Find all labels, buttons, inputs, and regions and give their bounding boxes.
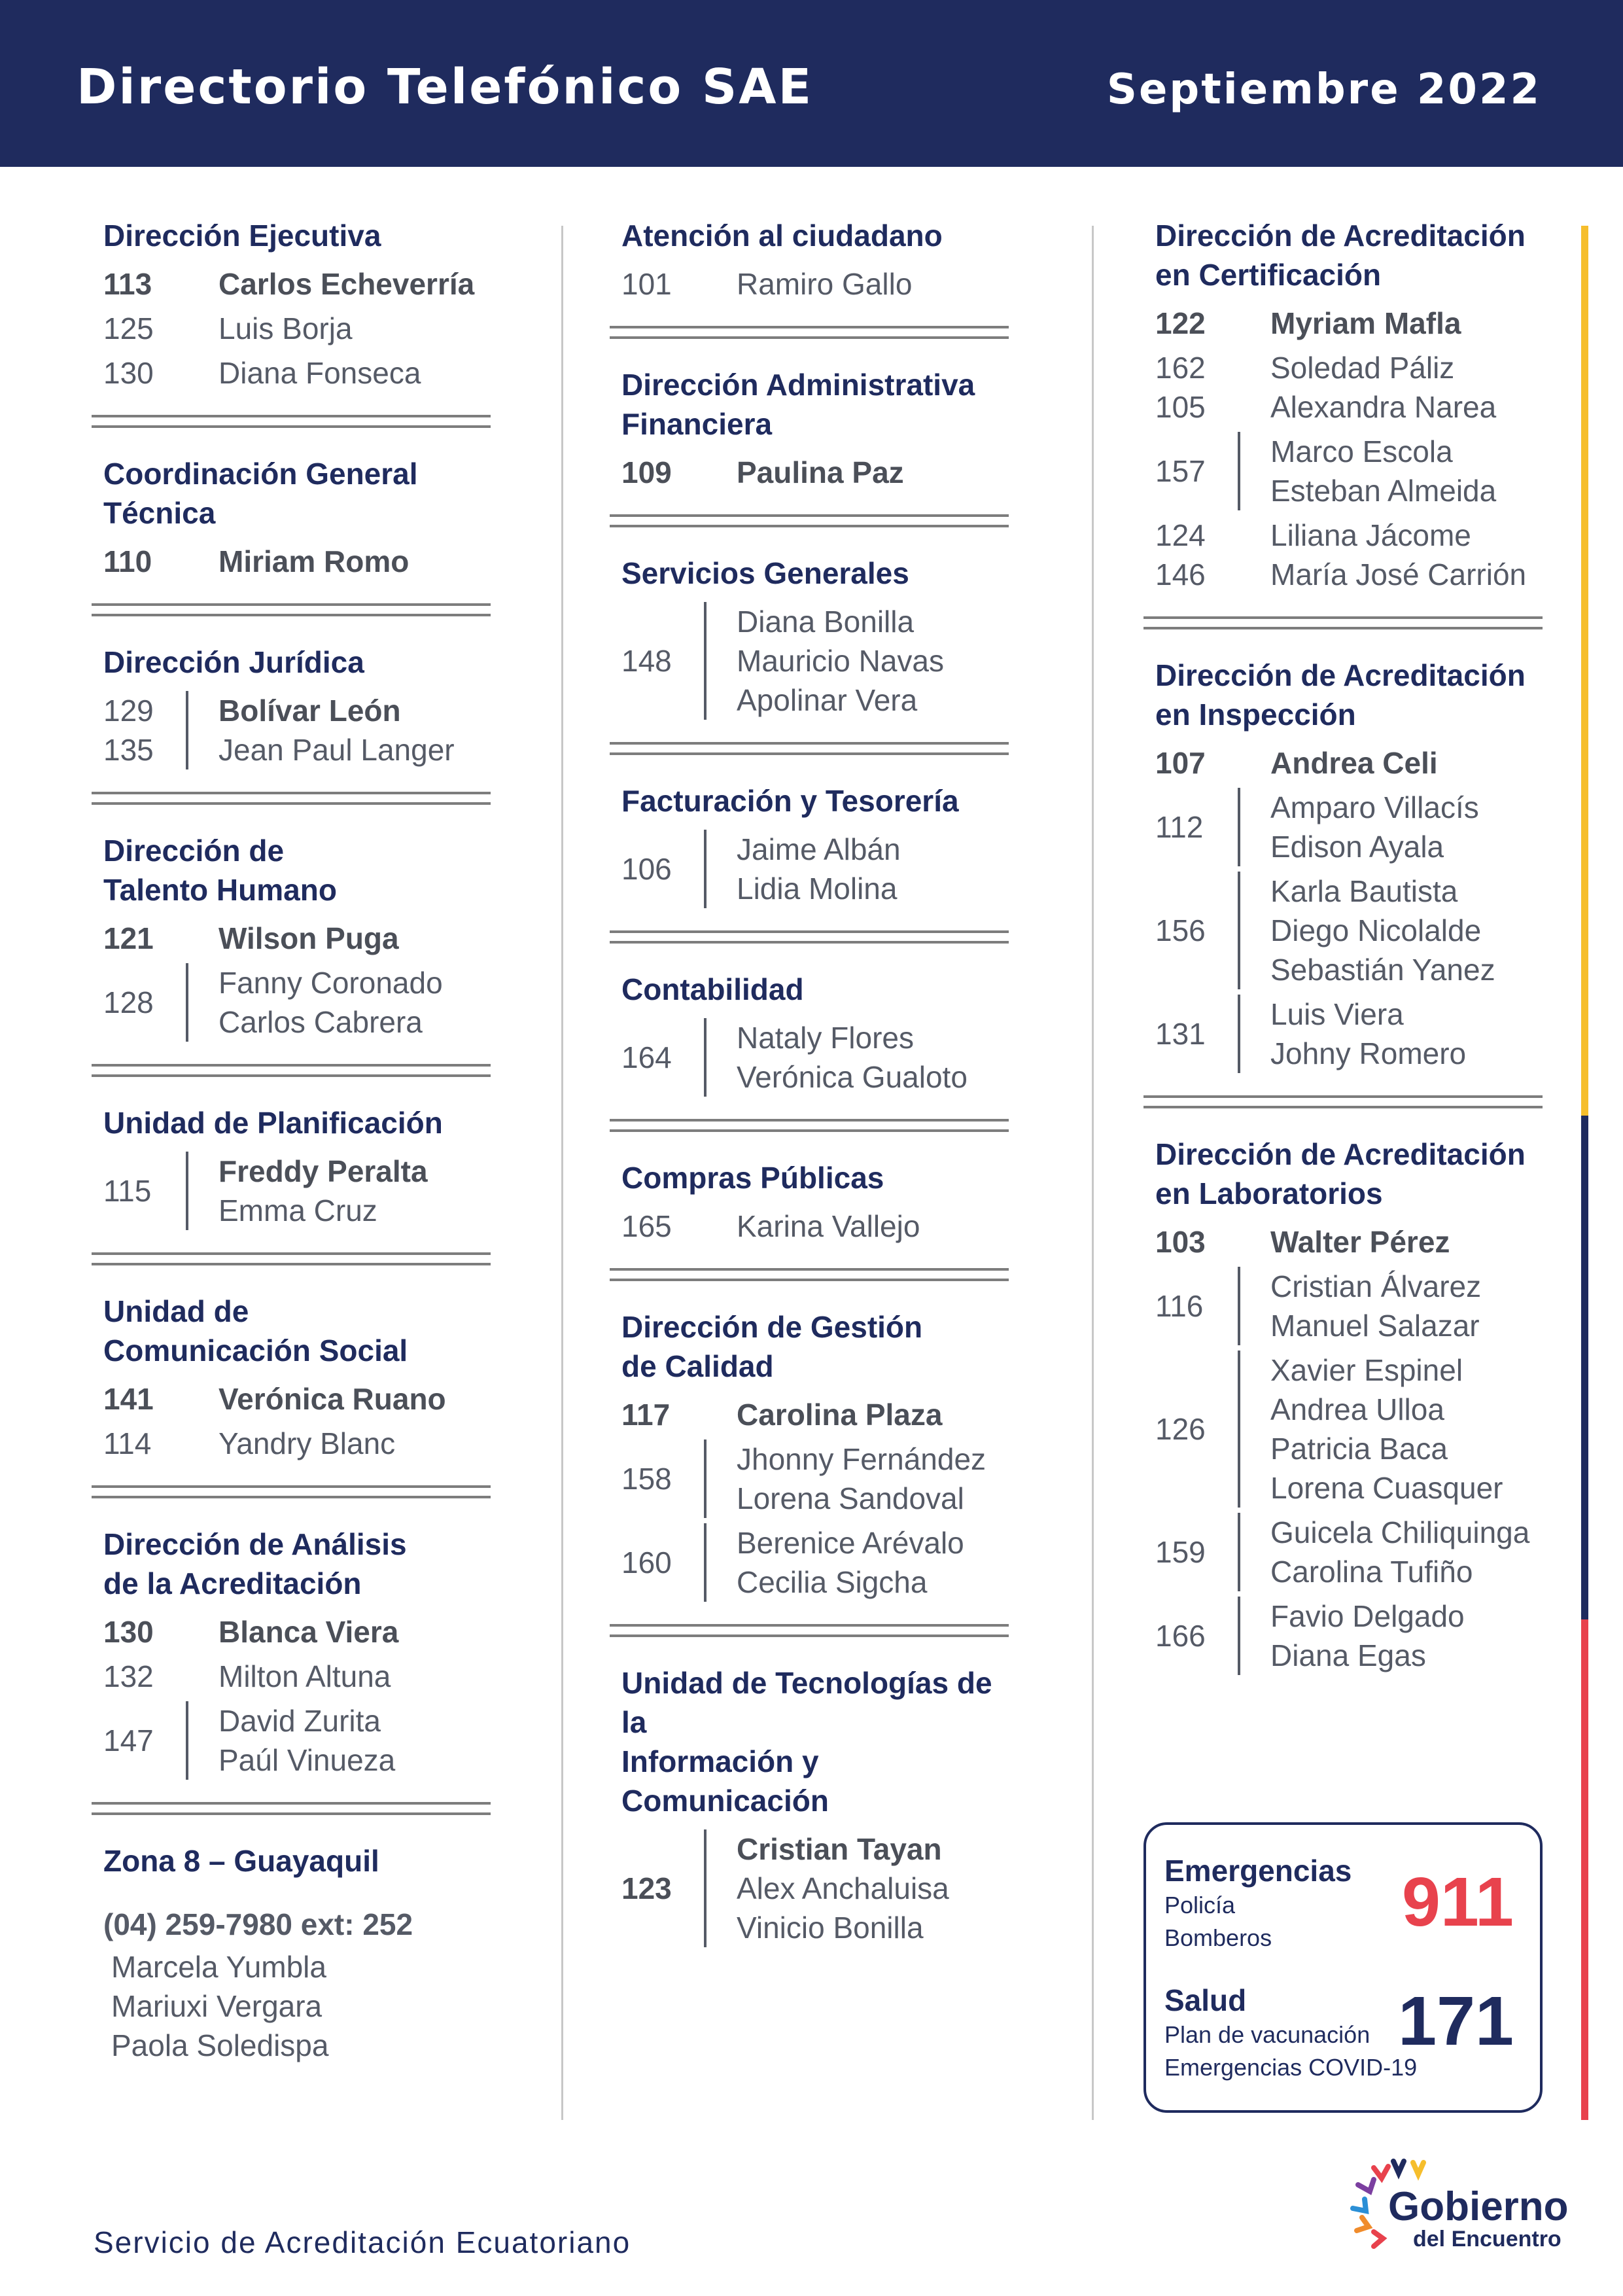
staff-names — [1238, 1267, 1481, 1345]
staff-names — [186, 1424, 395, 1463]
staff-names — [1238, 1597, 1465, 1675]
extension-number: 159 — [1155, 1535, 1206, 1569]
directory-entry — [1155, 1513, 1546, 1591]
staff-name: Patricia Baca — [1270, 1432, 1448, 1466]
staff-name: Cristian Álvarez — [1270, 1269, 1482, 1303]
directory-entry — [103, 1379, 494, 1419]
section-title — [621, 216, 1012, 255]
section-divider — [92, 1485, 491, 1498]
section-divider — [610, 1119, 1009, 1132]
directory-entry — [621, 1829, 1012, 1947]
staff-name: Bolívar León — [218, 694, 401, 728]
accent-bar-navy — [1581, 1116, 1588, 1619]
extension-line: 129 — [103, 694, 154, 728]
section-title-line: Unidad de Tecnologías de la — [621, 1666, 992, 1739]
health-sub-covid: Emergencias COVID-19 — [1164, 2054, 1418, 2081]
extension-number: 113 — [103, 267, 152, 301]
staff-name: Andrea Celi — [1270, 746, 1438, 780]
accent-bar-red — [1581, 1619, 1588, 2120]
directory-entry — [103, 542, 494, 581]
section-divider — [610, 514, 1009, 527]
staff-name: Xavier Espinel — [1270, 1353, 1463, 1387]
extension-number: 115 — [103, 1174, 152, 1208]
section-title-line: Dirección Administrativa — [621, 368, 975, 402]
section-title-line: en Laboratorios — [1155, 1176, 1383, 1210]
section-title — [621, 365, 1012, 444]
extension-number: 112 — [1155, 810, 1204, 844]
directory-section — [610, 970, 1012, 1097]
section-title — [1155, 656, 1546, 734]
staff-name: Berenice Arévalo — [737, 1526, 964, 1560]
directory-section — [610, 1663, 1012, 1947]
staff-names — [186, 353, 421, 393]
extension-number: 164 — [621, 1040, 672, 1074]
extension-number: 165 — [621, 1209, 672, 1243]
staff-names — [186, 1701, 395, 1780]
staff-name: Miriam Romo — [218, 544, 410, 578]
staff-name: Apolinar Vera — [737, 683, 918, 717]
staff-name: Verónica Ruano — [218, 1382, 446, 1416]
directory-entry — [621, 1439, 1012, 1518]
staff-name: Paulina Paz — [737, 455, 904, 489]
section-title — [1155, 1135, 1546, 1213]
section-title — [103, 1103, 494, 1142]
extension-number: 147 — [103, 1723, 154, 1757]
staff-names — [704, 1829, 949, 1947]
directory-section — [92, 1292, 494, 1463]
directory-section — [92, 216, 494, 393]
staff-name: Diana Egas — [1270, 1638, 1426, 1672]
section-title — [103, 1292, 494, 1370]
directory-section — [1143, 216, 1546, 594]
emergency-box — [1143, 1822, 1543, 2113]
extension-number — [1155, 348, 1231, 427]
section-divider — [92, 415, 491, 428]
extension-line: 162 — [1155, 351, 1206, 385]
staff-name: Paúl Vinueza — [218, 1743, 396, 1777]
staff-name: Diana Bonilla — [737, 605, 915, 639]
section-title-line: Dirección de Acreditación — [1155, 1137, 1526, 1171]
extension-number — [1155, 516, 1231, 594]
directory-column-3 — [1143, 216, 1546, 1680]
section-title-line: Dirección de Acreditación — [1155, 219, 1526, 253]
staff-names — [704, 1439, 986, 1518]
section-title-line: Servicios Generales — [621, 556, 909, 590]
directory-entry — [621, 264, 1012, 304]
staff-name: Marco Escola — [1270, 434, 1453, 468]
zone-section — [92, 1841, 494, 2065]
directory-section — [610, 1307, 1012, 1602]
zone-staff-name: Mariuxi Vergara — [111, 1989, 323, 2023]
extension-line: 105 — [1155, 390, 1206, 424]
extension-number: 166 — [1155, 1619, 1206, 1653]
extension-number: 110 — [103, 544, 152, 578]
staff-names — [186, 1657, 391, 1696]
extension-line: 135 — [103, 733, 154, 767]
staff-name: Vinicio Bonilla — [737, 1911, 924, 1945]
staff-name: Luis Viera — [1270, 997, 1404, 1031]
staff-name: Ramiro Gallo — [737, 267, 913, 301]
health-sub-vaccination: Plan de vacunación — [1164, 2021, 1370, 2048]
staff-name: Carlos Echeverría — [218, 267, 475, 301]
zone-names — [111, 1947, 494, 2065]
staff-name: Nataly Flores — [737, 1021, 914, 1055]
directory-entry — [103, 353, 494, 393]
section-divider — [610, 326, 1009, 339]
section-title — [621, 1663, 1012, 1820]
staff-names — [186, 919, 399, 958]
extension-number: 122 — [1155, 306, 1206, 340]
staff-name: Jaime Albán — [737, 832, 901, 866]
staff-name: Emma Cruz — [218, 1193, 377, 1227]
staff-name: Edison Ayala — [1270, 830, 1444, 864]
directory-entry — [1155, 1267, 1546, 1345]
directory-entry — [1155, 1597, 1546, 1675]
directory-section — [92, 1525, 494, 1780]
directory-entry — [1155, 432, 1546, 510]
directory-section — [610, 554, 1012, 720]
directory-entry — [103, 963, 494, 1042]
directory-entry — [1155, 516, 1546, 594]
directory-entry — [1155, 743, 1546, 783]
section-title-line: Dirección Ejecutiva — [103, 219, 381, 253]
section-title-line: en Inspección — [1155, 698, 1356, 732]
staff-names — [186, 1612, 398, 1651]
staff-names — [1238, 788, 1479, 866]
extension-number: 158 — [621, 1462, 672, 1496]
staff-name: Andrea Ulloa — [1270, 1392, 1444, 1426]
directory-section — [1143, 656, 1546, 1073]
directory-section — [610, 781, 1012, 908]
emergency-title: Emergencias — [1164, 1854, 1352, 1888]
column-separator — [561, 226, 563, 2120]
header-banner — [0, 0, 1623, 167]
staff-name: Blanca Viera — [218, 1615, 399, 1649]
section-title-line: Atención al ciudadano — [621, 219, 943, 253]
staff-name: María José Carrión — [1270, 557, 1527, 592]
section-title — [621, 554, 1012, 593]
extension-number — [103, 691, 179, 769]
section-title-line: de la Acreditación — [103, 1566, 362, 1600]
section-title-line: de Calidad — [621, 1349, 774, 1383]
extension-number: 121 — [103, 921, 154, 955]
staff-names — [704, 264, 912, 304]
staff-name: Soledad Páliz — [1270, 351, 1455, 385]
section-title-line: Dirección Jurídica — [103, 645, 364, 679]
staff-names — [186, 309, 353, 348]
staff-name: Alexandra Narea — [1270, 390, 1497, 424]
staff-name: Freddy Peralta — [218, 1154, 428, 1188]
section-divider — [92, 792, 491, 805]
staff-name: Lorena Cuasquer — [1270, 1471, 1503, 1505]
staff-name: Sebastián Yanez — [1270, 953, 1495, 987]
section-title-line: en Certificación — [1155, 258, 1382, 292]
extension-number: 109 — [621, 455, 672, 489]
staff-names — [186, 264, 474, 304]
section-title — [621, 781, 1012, 821]
extension-number: 131 — [1155, 1017, 1206, 1051]
staff-name: Esteban Almeida — [1270, 474, 1497, 508]
directory-entry — [103, 264, 494, 304]
staff-name: Yandry Blanc — [218, 1426, 396, 1460]
staff-names — [704, 453, 904, 492]
emergency-sub-firefighters: Bomberos — [1164, 1924, 1272, 1951]
directory-entry — [1155, 788, 1546, 866]
staff-name: David Zurita — [218, 1704, 381, 1738]
section-title — [1155, 216, 1546, 294]
section-title-line: Comunicación Social — [103, 1333, 408, 1368]
staff-names — [704, 1207, 920, 1246]
directory-section — [610, 1158, 1012, 1246]
health-block — [1164, 1982, 1417, 2084]
extension-number: 125 — [103, 311, 154, 345]
accent-bar-yellow — [1581, 226, 1588, 1116]
staff-name: Alex Anchaluisa — [737, 1871, 949, 1905]
directory-section — [610, 216, 1012, 304]
extension-number: 157 — [1155, 454, 1206, 488]
staff-name: Amparo Villacís — [1270, 790, 1479, 824]
directory-entry — [1155, 304, 1546, 343]
directory-section — [1143, 1135, 1546, 1675]
section-title-line: Información y Comunicación — [621, 1744, 829, 1818]
header-date: Septiembre 2022 — [1106, 65, 1541, 114]
staff-name: Wilson Puga — [218, 921, 399, 955]
emergency-sub-police: Policía — [1164, 1892, 1236, 1918]
staff-name: Lidia Molina — [737, 872, 898, 906]
staff-name: Milton Altuna — [218, 1659, 391, 1693]
zone-staff-name: Paola Soledispa — [111, 2028, 329, 2062]
section-title — [103, 216, 494, 255]
staff-name: Carlos Cabrera — [218, 1005, 423, 1039]
section-title — [103, 643, 494, 682]
directory-entry — [103, 1612, 494, 1651]
directory-entry — [1155, 348, 1546, 427]
directory-entry — [103, 1424, 494, 1463]
extension-number: 128 — [103, 985, 154, 1019]
section-divider — [1143, 1095, 1543, 1108]
logo-text-gobierno: Gobierno — [1388, 2184, 1569, 2229]
directory-section — [92, 454, 494, 581]
staff-name: Manuel Salazar — [1270, 1309, 1480, 1343]
directory-entry — [103, 309, 494, 348]
directory-entry — [103, 1701, 494, 1780]
section-title — [103, 454, 494, 533]
section-divider — [610, 930, 1009, 944]
section-divider — [610, 1624, 1009, 1637]
staff-name: Diego Nicolalde — [1270, 913, 1482, 947]
staff-name: Guicela Chiliquinga — [1270, 1515, 1530, 1549]
staff-name: Diana Fonseca — [218, 356, 421, 390]
extension-number: 160 — [621, 1545, 672, 1580]
staff-names — [704, 830, 901, 908]
directory-entry — [621, 1207, 1012, 1246]
directory-section — [610, 365, 1012, 492]
directory-column-1 — [92, 216, 494, 2065]
staff-names — [186, 963, 443, 1042]
extension-number: 141 — [103, 1382, 154, 1416]
staff-name: Johny Romero — [1270, 1036, 1467, 1070]
section-divider — [1143, 616, 1543, 629]
staff-name: Fanny Coronado — [218, 966, 443, 1000]
directory-entry — [1155, 1351, 1546, 1508]
staff-names — [1238, 1351, 1503, 1508]
directory-entry — [1155, 1222, 1546, 1262]
extension-number: 126 — [1155, 1412, 1206, 1446]
section-title-line: Talento Humano — [103, 873, 337, 907]
staff-name: Walter Pérez — [1270, 1225, 1450, 1259]
staff-names — [1238, 348, 1496, 427]
extension-number: 103 — [1155, 1225, 1206, 1259]
directory-entry — [621, 602, 1012, 720]
section-title-line: Dirección de Gestión — [621, 1310, 923, 1344]
directory-section — [92, 1103, 494, 1230]
section-title-line: Unidad de — [103, 1294, 249, 1328]
section-divider — [92, 1802, 491, 1815]
extension-number: 130 — [103, 1615, 154, 1649]
logo-text-encuentro: del Encuentro — [1413, 2227, 1562, 2252]
directory-entry — [103, 691, 494, 769]
staff-names — [704, 1523, 964, 1602]
staff-name: Liliana Jácome — [1270, 518, 1471, 552]
emergency-number: 911 — [1401, 1863, 1514, 1941]
section-divider — [92, 603, 491, 616]
gobierno-logo — [1348, 2148, 1590, 2259]
section-title-line: Contabilidad — [621, 972, 804, 1006]
staff-names — [186, 1152, 428, 1230]
staff-name: Verónica Gualoto — [737, 1060, 968, 1094]
staff-names — [186, 691, 455, 769]
zone-staff-name: Marcela Yumbla — [111, 1950, 326, 1984]
extension-number: 132 — [103, 1659, 154, 1693]
extension-number: 123 — [621, 1871, 672, 1905]
staff-names — [186, 1379, 446, 1419]
staff-names — [704, 1395, 942, 1434]
emergency-block — [1164, 1852, 1352, 1954]
directory-entry — [103, 1657, 494, 1696]
extension-line: 124 — [1155, 518, 1206, 552]
section-title-line: Dirección de Análisis — [103, 1527, 407, 1561]
section-divider — [610, 1268, 1009, 1281]
extension-number: 107 — [1155, 746, 1206, 780]
page-title: Directorio Telefónico SAE — [77, 59, 814, 115]
directory-entry — [103, 919, 494, 958]
extension-number: 116 — [1155, 1289, 1204, 1323]
directory-section — [92, 643, 494, 769]
staff-name: Myriam Mafla — [1270, 306, 1461, 340]
staff-name: Carolina Plaza — [737, 1398, 943, 1432]
directory-entry — [621, 1018, 1012, 1097]
staff-names — [1238, 1513, 1529, 1591]
staff-name: Jean Paul Langer — [218, 733, 455, 767]
health-title: Salud — [1164, 1983, 1247, 2017]
staff-names — [704, 602, 944, 720]
section-title-line: Dirección de — [103, 834, 285, 868]
staff-name: Luis Borja — [218, 311, 353, 345]
section-title-line: Compras Públicas — [621, 1161, 884, 1195]
staff-names — [1238, 516, 1526, 594]
staff-name: Carolina Tufiño — [1270, 1555, 1473, 1589]
staff-names — [1238, 743, 1438, 783]
staff-names — [1238, 872, 1495, 989]
staff-names — [186, 542, 409, 581]
staff-name: Karla Bautista — [1270, 874, 1458, 908]
directory-entry — [103, 1152, 494, 1230]
directory-section — [92, 831, 494, 1042]
staff-names — [1238, 995, 1466, 1073]
staff-names — [1238, 304, 1461, 343]
staff-name: Mauricio Navas — [737, 644, 944, 678]
extension-line: 146 — [1155, 557, 1206, 592]
footer-organization: Servicio de Acreditación Ecuatoriano — [94, 2225, 631, 2259]
staff-name: Lorena Sandoval — [737, 1481, 964, 1515]
section-divider — [610, 742, 1009, 755]
section-title-line: Financiera — [621, 407, 773, 441]
staff-name: Favio Delgado — [1270, 1599, 1465, 1633]
directory-entry — [1155, 872, 1546, 989]
directory-entry — [1155, 995, 1546, 1073]
section-title-line: Facturación y Tesorería — [621, 784, 959, 818]
zone-title: Zona 8 – Guayaquil — [103, 1844, 379, 1878]
directory-entry — [621, 453, 1012, 492]
extension-number: 106 — [621, 852, 672, 886]
section-title — [621, 970, 1012, 1009]
extension-number: 114 — [103, 1426, 152, 1460]
directory-entry — [621, 1523, 1012, 1602]
extension-number: 117 — [621, 1398, 671, 1432]
directory-entry — [621, 1395, 1012, 1434]
extension-number: 130 — [103, 356, 154, 390]
health-number: 171 — [1398, 1983, 1514, 2060]
staff-name: Cecilia Sigcha — [737, 1565, 928, 1599]
zone-phone: (04) 259-7980 ext: 252 — [103, 1907, 413, 1941]
extension-number: 148 — [621, 644, 672, 678]
staff-names — [1238, 1222, 1450, 1262]
section-title-line: Dirección de Acreditación — [1155, 658, 1526, 692]
staff-name: Jhonny Fernández — [737, 1442, 986, 1476]
extension-number: 101 — [621, 267, 672, 301]
section-title-line: Unidad de Planificación — [103, 1106, 443, 1140]
directory-column-2 — [610, 216, 1012, 1952]
section-divider — [92, 1252, 491, 1265]
staff-names — [1238, 432, 1496, 510]
extension-number: 156 — [1155, 913, 1206, 947]
section-title — [103, 831, 494, 910]
directory-entry — [621, 830, 1012, 908]
staff-name: Karina Vallejo — [737, 1209, 920, 1243]
section-title — [621, 1158, 1012, 1197]
section-title — [621, 1307, 1012, 1386]
section-divider — [92, 1064, 491, 1077]
section-title-line: Coordinación General Técnica — [103, 457, 418, 530]
staff-name: Cristian Tayan — [737, 1832, 942, 1866]
staff-names — [704, 1018, 968, 1097]
section-title — [103, 1525, 494, 1603]
column-separator — [1092, 226, 1094, 2120]
